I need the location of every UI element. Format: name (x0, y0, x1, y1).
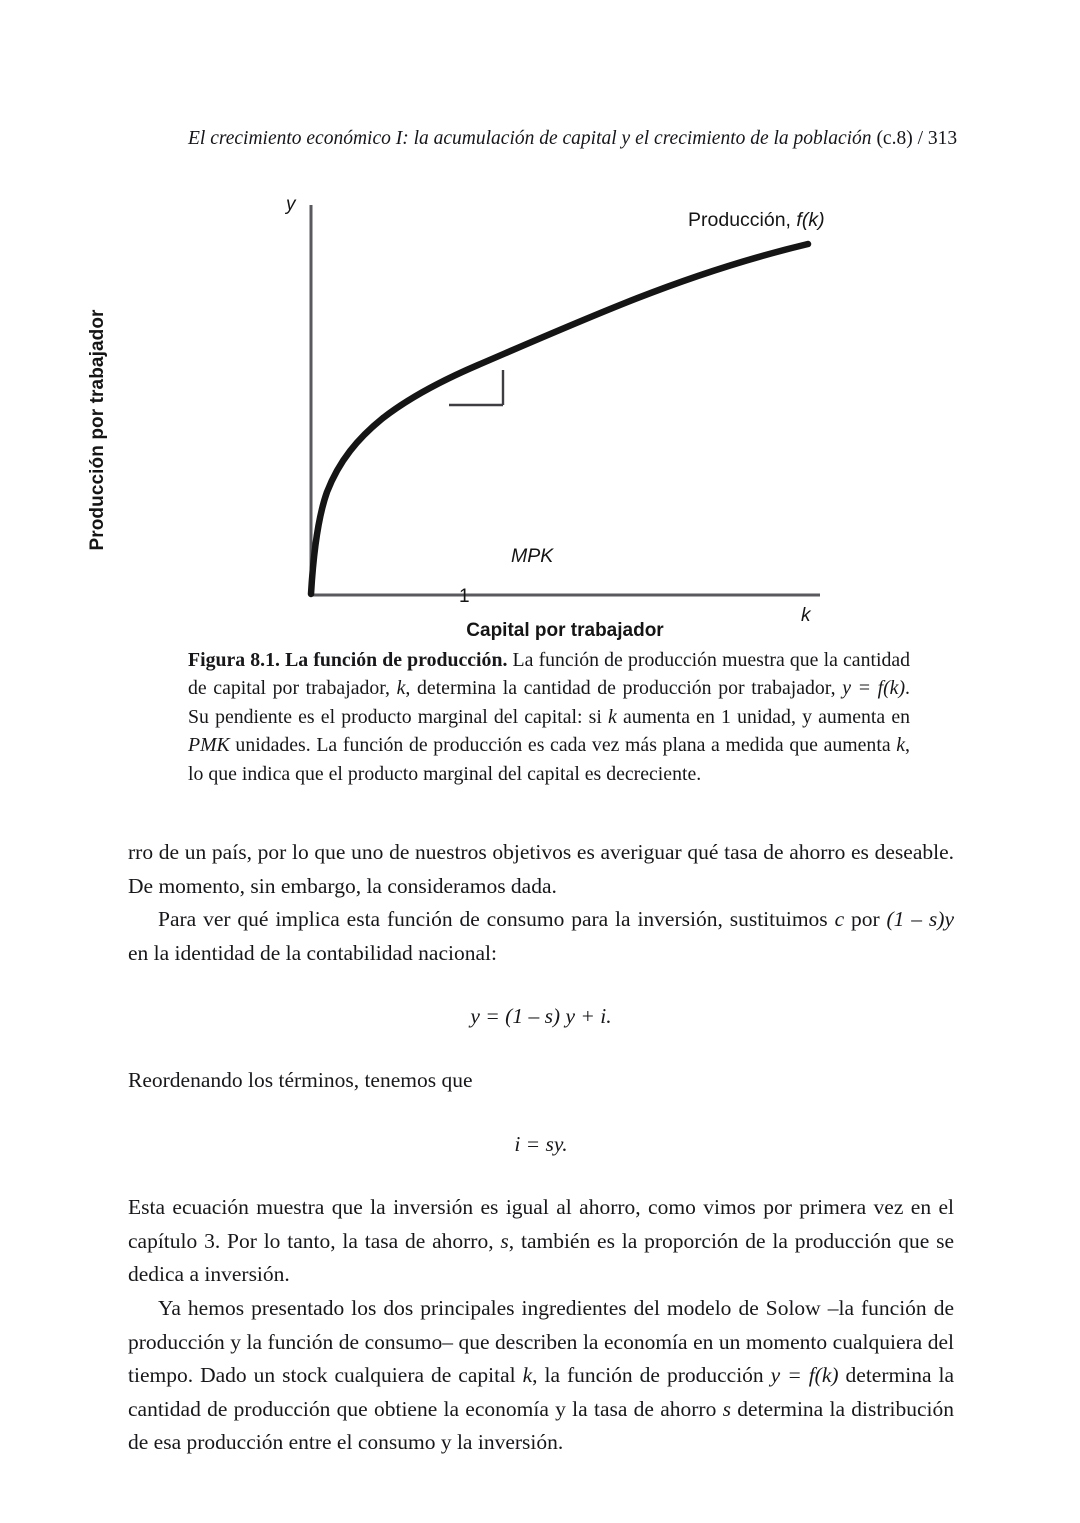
equation-1: y = (1 – s) y + i. (470, 1004, 612, 1029)
figure-caption-var-k1: k (396, 677, 406, 700)
curve-label-text: Producción, (688, 209, 797, 231)
paragraph-2-var-c: c (834, 907, 845, 932)
figure-caption-var-k3: k (896, 734, 906, 757)
paragraph-2-expression: (1 – s)y (886, 907, 954, 932)
paragraph-5-var-s: s (722, 1396, 731, 1421)
paragraph-5-text-c: determina la cantidad de producción que obtiene la economía y la tasa de ahorro (128, 1363, 954, 1421)
paragraph-2-text-c: en la identidad de la contabilidad nacional: (128, 940, 497, 965)
paragraph-5-text-a: Ya hemos presentado los dos principales ingredientes del modelo de Solow –la función de producción y la función de consumo– que describen la economía en un momento cualquiera del tiempo. Dado un stock cualquiera de capital (128, 1295, 954, 1388)
figure-caption-lead: Figura 8.1. La función de producción. (188, 649, 508, 671)
paragraph-5-text-d: determina la distribución de esa producción entre el consumo y la inversión. (128, 1396, 955, 1455)
figure-caption-pmk: PMK (188, 734, 230, 757)
figure-caption-text-6: , lo que indica que el producto marginal del capital es decreciente. (188, 734, 910, 785)
paragraph-2-text-a: Para ver qué implica esta función de consumo para la inversión, sustituimos (158, 907, 835, 932)
paragraph-5-text-b: , la función de producción (532, 1363, 771, 1388)
equation-spacer-bottom (128, 1034, 954, 1064)
figure-caption-text-2: , determina la cantidad de producción por trabajador, (405, 677, 843, 700)
run-label: 1 (459, 586, 470, 607)
figure-caption-var-k2: k (608, 705, 617, 728)
y-axis-title: Producción por trabajador (87, 309, 108, 551)
equation-2-spacer-top (128, 1098, 954, 1128)
figure-caption (188, 646, 910, 788)
figure-caption-text-5: unidades. La función de producción es cada vez más plana a medida que aumenta (229, 734, 897, 757)
production-function-chart (0, 180, 1080, 650)
paragraph-2-text-b: por (844, 907, 887, 932)
paragraph-5-var-k: k (522, 1363, 533, 1388)
paragraph-4-var-s: s (500, 1228, 509, 1253)
figure-caption-equation: y = f(k) (842, 677, 906, 700)
figure-8-1 (0, 180, 1080, 650)
running-head-folio: (c.8) / 313 (871, 128, 958, 149)
running-head (188, 126, 958, 152)
paragraph-4-text-a: Esta ecuación muestra que la inversión es igual al ahorro, como vimos por primera vez en el capítulo 3. Por lo tanto, la tasa de ahorro, (128, 1195, 954, 1253)
paragraph-5 (128, 1292, 954, 1460)
curve-label-function: f(k) (796, 209, 825, 231)
curve-label (688, 209, 825, 232)
body-text (128, 836, 954, 1460)
figure-caption-text-3: . Su pendiente es el producto marginal del capital: si (188, 677, 910, 728)
y-axis-variable-label: y (286, 194, 296, 215)
paragraph-1: rro de un país, por lo que uno de nuestros objetivos es averiguar qué tasa de ahorro es deseable. De momento, sin embargo, la consideramos dada. (128, 840, 954, 898)
equation-spacer-top (128, 970, 954, 1000)
x-axis-variable-label: k (801, 605, 811, 626)
paragraph-4 (128, 1191, 954, 1292)
paragraph-2 (128, 903, 954, 970)
paragraph-5-equation: y = f(k) (770, 1363, 839, 1388)
equation-2: i = sy. (514, 1131, 568, 1156)
production-function-curve (311, 244, 808, 594)
figure-caption-text-1: La función de producción muestra que la cantidad de capital por trabajador, (188, 649, 911, 700)
paragraph-4-text-b: , también es la proporción de la producción que se dedica a inversión. (128, 1228, 954, 1287)
figure-caption-text-4: aumenta en 1 unidad, y aumenta en (616, 705, 911, 728)
paragraph-3: Reordenando los términos, tenemos que (128, 1067, 473, 1092)
equation-2-spacer-bottom (128, 1161, 954, 1191)
running-head-title: El crecimiento económico I: la acumulación de capital y el crecimiento de la población (188, 128, 872, 149)
x-axis-title: Capital por trabajador (466, 620, 664, 641)
mpk-label: MPK (511, 545, 554, 567)
